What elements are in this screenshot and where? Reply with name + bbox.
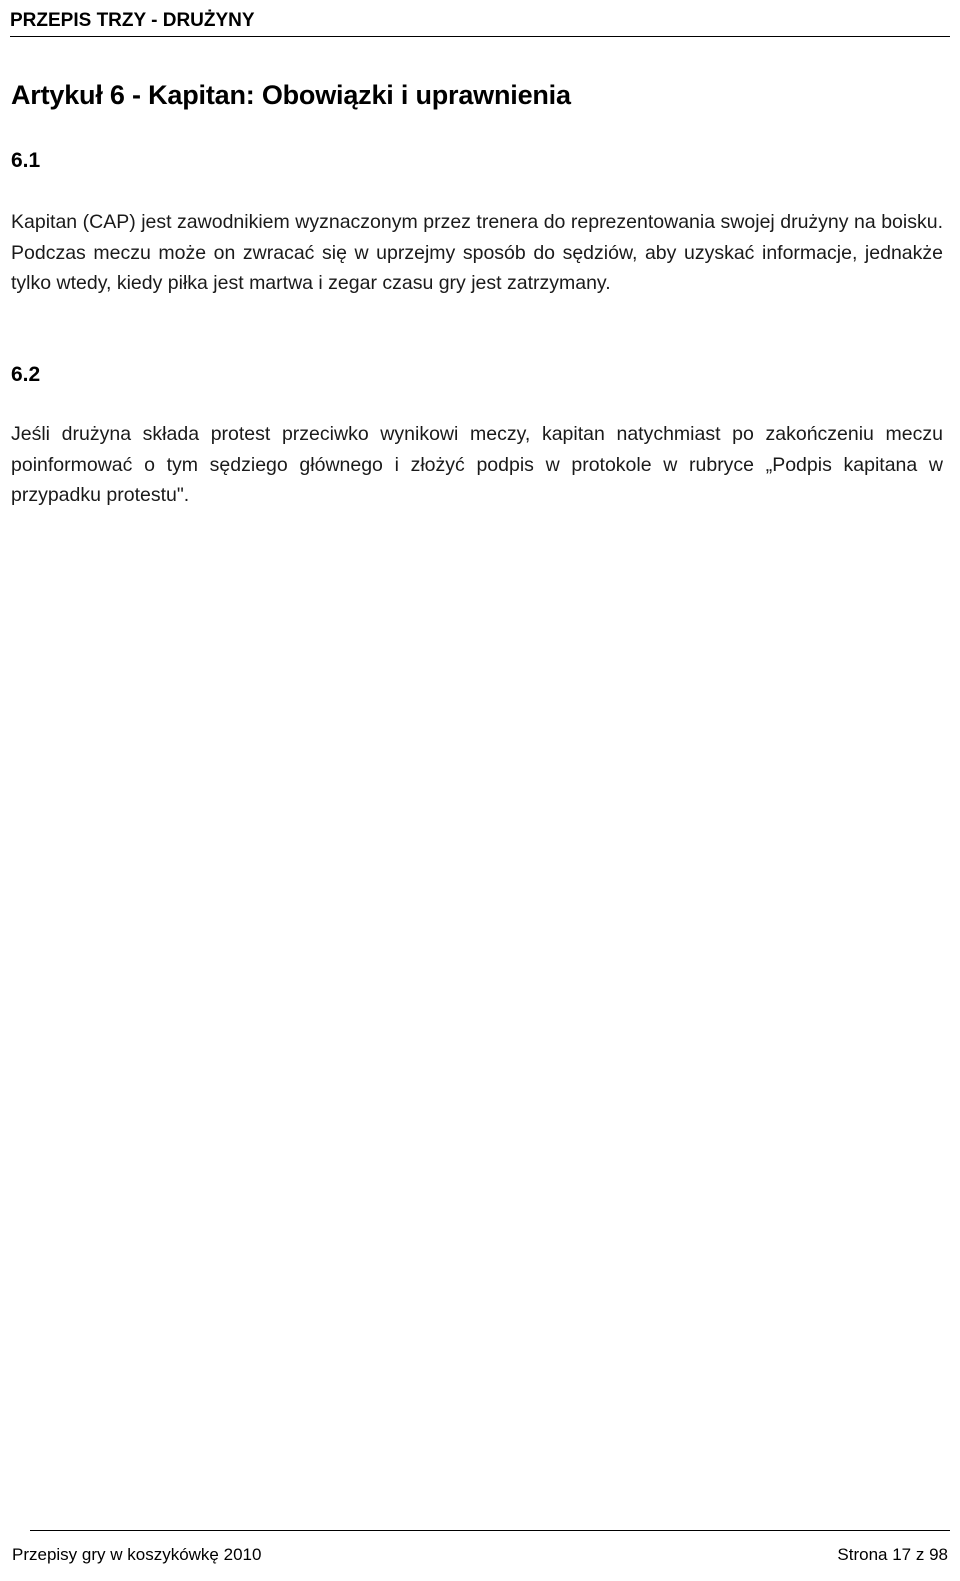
section-text-6-1: Kapitan (CAP) jest zawodnikiem wyznaczonym przez trenera do reprezentowania swojej drużyny na boisku. Podczas meczu może on zwracać się w uprzejmy sposób do sędziów, aby uzyskać informacje, jednakże tylko wtedy, kiedy piłka jest martwa i zegar czasu gry jest zatrzymany. [11, 211, 943, 294]
section-number-6-1: 6.1 [11, 149, 41, 172]
section-number-6-2: 6.2 [11, 363, 41, 386]
footer-document-title: Przepisy gry w koszykówkę 2010 [12, 1545, 262, 1564]
footer-page-number: Strona 17 z 98 [837, 1545, 948, 1564]
footer-divider [30, 1530, 950, 1531]
running-header: PRZEPIS TRZY - DRUŻYNY [10, 6, 950, 37]
section-text-6-2: Jeśli drużyna składa protest przeciwko wynikowi meczy, kapitan natychmiast po zakończeniu meczu poinformować o tym sędziego głównego i złożyć podpis w protokole w rubryce „Podpis kapitana w przypadku protestu". [11, 423, 943, 506]
article-title: Artykuł 6 - Kapitan: Obowiązki i uprawnienia [11, 80, 571, 110]
